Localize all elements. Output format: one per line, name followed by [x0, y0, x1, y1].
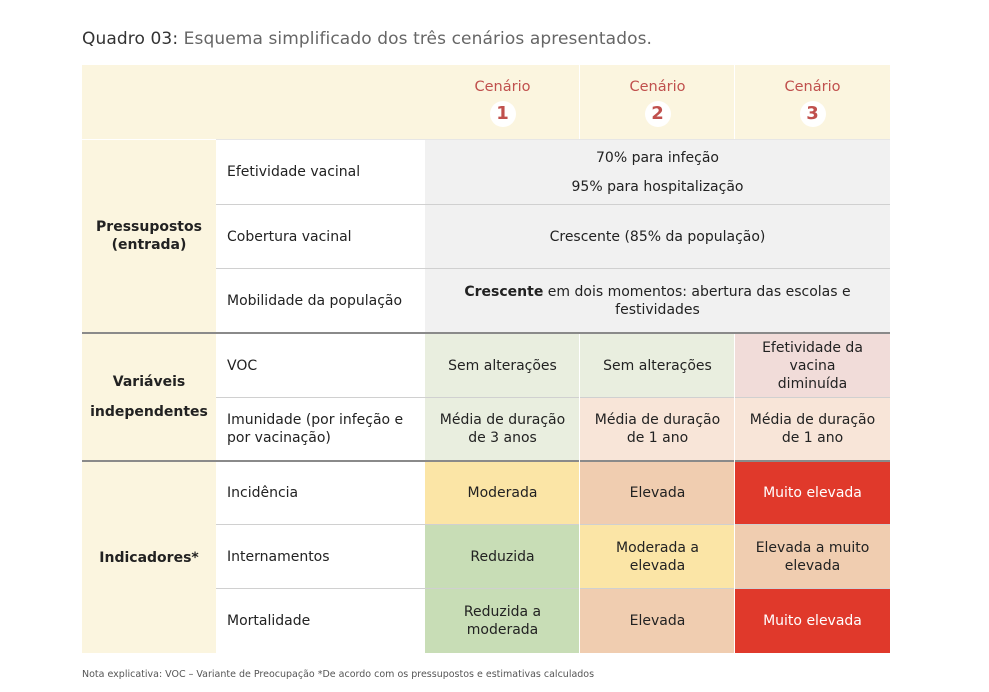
column-divider: [734, 65, 735, 139]
row-label-imunidade: Imunidade (por infeção e por vacinação): [216, 398, 425, 460]
row-divider: [216, 588, 890, 589]
incidencia-scenario-2: Elevada: [580, 462, 735, 524]
mortalidade-scenario-2: Elevada: [580, 589, 735, 653]
mobilidade-bold: Crescente: [464, 283, 544, 300]
column-divider: [579, 334, 580, 653]
group-indicadores: Indicadores*: [82, 462, 216, 653]
header-scenario-2: [580, 65, 735, 139]
efetividade-line-1: 70% para infeção: [596, 149, 719, 166]
column-divider: [579, 65, 580, 139]
incidencia-scenario-3: Muito elevada: [735, 462, 890, 524]
incidencia-scenario-1: Moderada: [425, 462, 580, 524]
caption-text: Esquema simplificado dos três cenários apresentados.: [183, 29, 653, 49]
row-label-mortalidade: Mortalidade: [216, 589, 425, 653]
internamentos-scenario-1: Reduzida: [425, 525, 580, 588]
scenario-number-badge: 1: [490, 101, 516, 127]
row-divider: [216, 268, 890, 269]
imunidade-scenario-3: Média de duração de 1 ano: [735, 398, 890, 460]
group-variaveis: [82, 334, 216, 460]
scenario-word: Cenário: [629, 78, 686, 95]
row-label-voc: VOC: [216, 334, 425, 397]
row-label-cobertura: Cobertura vacinal: [216, 205, 425, 268]
group-pressupostos: Pressupostos (entrada): [82, 140, 216, 332]
scenario-number-badge: 2: [645, 101, 671, 127]
mortalidade-scenario-3: Muito elevada: [735, 589, 890, 653]
group-divider: [82, 332, 890, 334]
scenario-number-badge: 3: [800, 101, 826, 127]
efetividade-line-2: 95% para hospitalização: [571, 178, 744, 195]
mobilidade-text: [455, 283, 860, 319]
imunidade-scenario-1: Média de duração de 3 anos: [425, 398, 580, 460]
imunidade-scenario-2: Média de duração de 1 ano: [580, 398, 735, 460]
voc-scenario-1: Sem alterações: [425, 334, 580, 397]
header-empty-cell: [82, 65, 425, 139]
caption-label: Quadro 03:: [82, 29, 179, 49]
row-divider: [216, 397, 890, 398]
mobilidade-value: [425, 269, 890, 332]
row-label-incidencia: Incidência: [216, 462, 425, 524]
scenario-word: Cenário: [784, 78, 841, 95]
row-label-efetividade: Efetividade vacinal: [216, 140, 425, 204]
efetividade-value: [425, 140, 890, 204]
footnote: Nota explicativa: VOC – Variante de Preocupação *De acordo com os pressupostos e estimativas calculados: [82, 669, 595, 680]
table-caption: [82, 29, 652, 49]
header-scenario-1: [425, 65, 580, 139]
voc-scenario-3: Efetividade da vacina diminuída: [735, 334, 890, 397]
internamentos-scenario-2: Moderada a elevada: [580, 525, 735, 588]
scenario-word: Cenário: [474, 78, 531, 95]
row-divider: [216, 204, 890, 205]
cobertura-value: Crescente (85% da população): [425, 205, 890, 268]
row-divider: [216, 139, 890, 140]
row-label-mobilidade: Mobilidade da população: [216, 269, 425, 332]
group-variaveis-line-1: Variáveis: [112, 374, 186, 390]
internamentos-scenario-3: Elevada a muito elevada: [735, 525, 890, 588]
group-variaveis-line-2: independentes: [90, 404, 208, 420]
group-divider: [82, 460, 890, 462]
row-divider: [216, 524, 890, 525]
row-label-internamentos: Internamentos: [216, 525, 425, 588]
mortalidade-scenario-1: Reduzida a moderada: [425, 589, 580, 653]
header-scenario-3: [735, 65, 890, 139]
voc-scenario-2: Sem alterações: [580, 334, 735, 397]
mobilidade-rest: em dois momentos: abertura das escolas e festividades: [543, 283, 851, 318]
column-divider: [734, 334, 735, 653]
